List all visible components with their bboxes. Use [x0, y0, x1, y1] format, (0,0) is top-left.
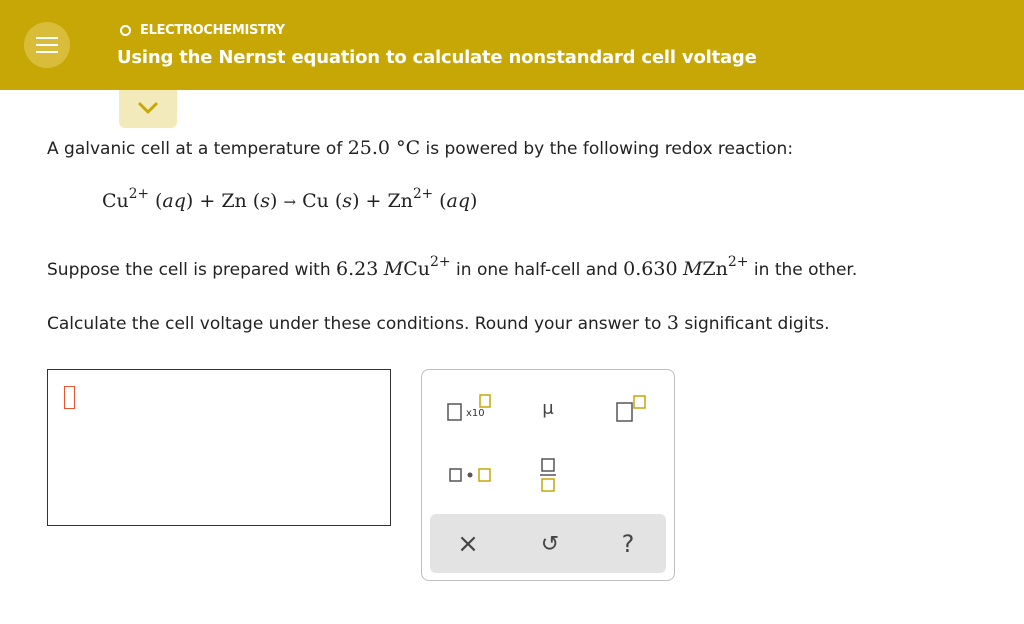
question-concentrations [47, 254, 858, 280]
superscript-button[interactable] [610, 390, 650, 426]
collapse-toggle-button[interactable] [119, 90, 177, 128]
menu-icon-bar [36, 44, 58, 46]
reactant-cu: Cu [102, 190, 129, 212]
x10-label: x10 [466, 408, 485, 419]
topic-label [120, 23, 285, 38]
multiply-dot-button[interactable] [442, 460, 498, 490]
fraction-button[interactable] [530, 454, 566, 496]
topic-circle-icon [120, 25, 131, 36]
question-intro [47, 137, 793, 159]
molar-unit: M [682, 258, 703, 280]
zn-concentration: 0.630 [623, 258, 678, 280]
menu-icon-bar [36, 51, 58, 53]
question-instruction [47, 312, 830, 334]
conc-text-end: in the other. [753, 260, 858, 280]
plus-sign: + [365, 190, 382, 212]
zn-ion: Zn [702, 258, 728, 280]
mu-icon: μ [542, 397, 554, 419]
input-cursor-placeholder [64, 386, 75, 409]
header-bar [0, 0, 1024, 90]
state-label: s [260, 190, 270, 212]
micro-button[interactable] [530, 390, 566, 426]
product-cu: Cu [302, 190, 329, 212]
menu-icon [36, 37, 58, 39]
intro-text-end: is powered by the following redox reaction: [425, 139, 794, 159]
cu-ion: Cu [403, 258, 430, 280]
help-icon: ? [621, 530, 635, 558]
state-label: aq [446, 190, 471, 212]
topic-text: ELECTROCHEMISTRY [140, 23, 285, 38]
plus-sign: + [199, 190, 216, 212]
conc-text: Suppose the cell is prepared with [47, 260, 331, 280]
superscript-icon [612, 392, 648, 424]
redox-reaction-equation: $Cu^{2+}$ (aq) + Zn (s) → Cu $(s) + Zn^{2+}$ (aq) [102, 185, 478, 212]
undo-icon: ↺ [540, 531, 560, 557]
zn-ion-charge: 2+ [727, 254, 749, 271]
help-button[interactable] [608, 526, 648, 562]
answer-input[interactable] [47, 369, 391, 526]
math-palette [421, 369, 675, 581]
cu-ion-charge: 2+ [430, 254, 451, 271]
instruction-text: Calculate the cell voltage under these conditions. Round your answer to [47, 314, 662, 334]
clear-button[interactable] [448, 526, 488, 562]
product-zn-charge: 2+ [412, 185, 434, 202]
scientific-notation-button[interactable] [440, 390, 496, 426]
page-title: Using the Nernst equation to calculate nonstandard cell voltage [117, 47, 757, 68]
state-label: aq [162, 190, 186, 212]
product-zn: Zn [387, 190, 413, 212]
multiply-dot-icon [445, 465, 495, 485]
reaction-arrow: → [283, 193, 297, 211]
state-label: s [342, 190, 353, 212]
close-icon: × [457, 529, 479, 559]
fraction-icon [537, 456, 559, 494]
cu-concentration: 6.23 [336, 258, 379, 280]
molar-unit: M [383, 258, 404, 280]
sig-figs-value: 3 [666, 312, 679, 334]
conc-text-middle: in one half-cell and [456, 260, 618, 280]
reactant-zn: Zn [221, 190, 247, 212]
intro-text: A galvanic cell at a temperature of [47, 139, 343, 159]
reactant-cu-charge: 2+ [128, 185, 149, 202]
instruction-text-end: significant digits. [684, 314, 830, 334]
undo-button[interactable] [530, 526, 570, 562]
menu-button[interactable] [24, 22, 70, 68]
chevron-down-icon [137, 100, 159, 116]
temperature-value: 25.0 °C [347, 137, 421, 159]
palette-actions [430, 514, 666, 573]
